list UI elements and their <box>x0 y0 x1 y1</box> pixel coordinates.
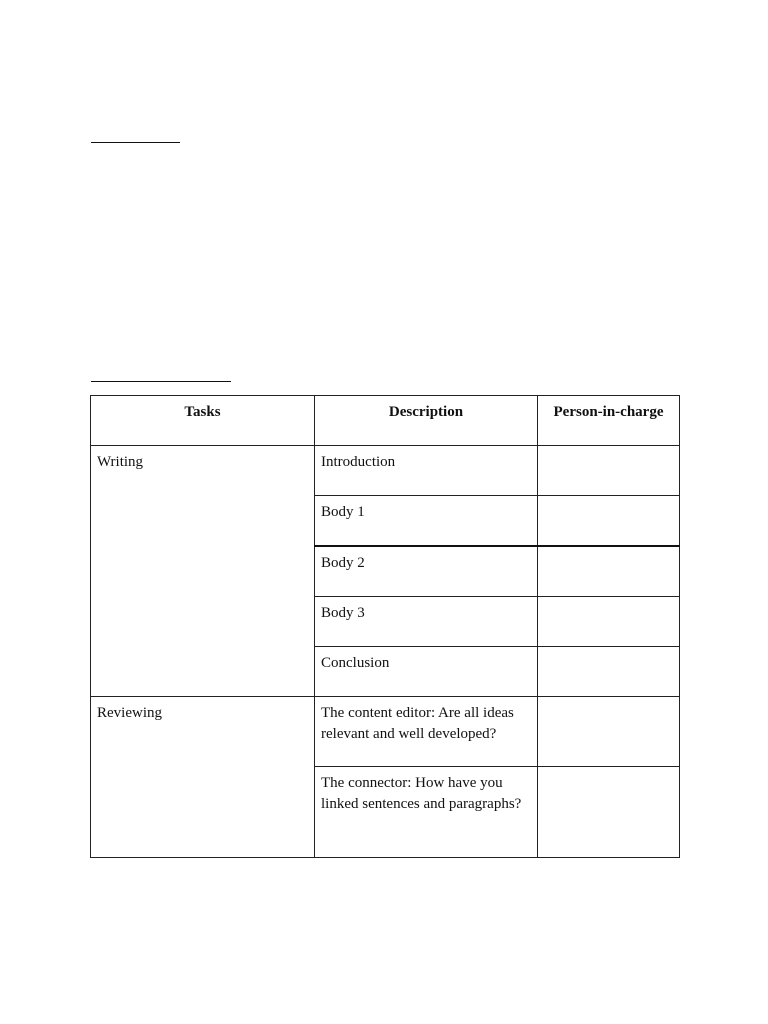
person-in-charge-cell[interactable] <box>538 697 680 767</box>
table-row <box>91 446 680 496</box>
person-in-charge-cell[interactable] <box>538 496 680 547</box>
header-person-in-charge: Person-in-charge <box>538 396 680 446</box>
description-cell: Body 3 <box>315 597 538 647</box>
header-tasks: Tasks <box>91 396 315 446</box>
description-cell: The connector: How have you linked sentences and paragraphs? <box>315 767 538 858</box>
task-cell-reviewing: Reviewing <box>91 697 315 858</box>
description-cell: The content editor: Are all ideas relevant and well developed? <box>315 697 538 767</box>
header-description: Description <box>315 396 538 446</box>
description-cell: Introduction <box>315 446 538 496</box>
person-in-charge-cell[interactable] <box>538 546 680 597</box>
task-allocation-table <box>90 395 680 858</box>
description-cell: Body 1 <box>315 496 538 547</box>
description-cell: Body 2 <box>315 546 538 597</box>
task-cell-writing: Writing <box>91 446 315 697</box>
section-underline <box>91 381 231 382</box>
person-in-charge-cell[interactable] <box>538 446 680 496</box>
table-row <box>91 697 680 767</box>
person-in-charge-cell[interactable] <box>538 767 680 858</box>
person-in-charge-cell[interactable] <box>538 597 680 647</box>
heading-underline <box>91 142 180 143</box>
table-header-row <box>91 396 680 446</box>
person-in-charge-cell[interactable] <box>538 647 680 697</box>
description-cell: Conclusion <box>315 647 538 697</box>
